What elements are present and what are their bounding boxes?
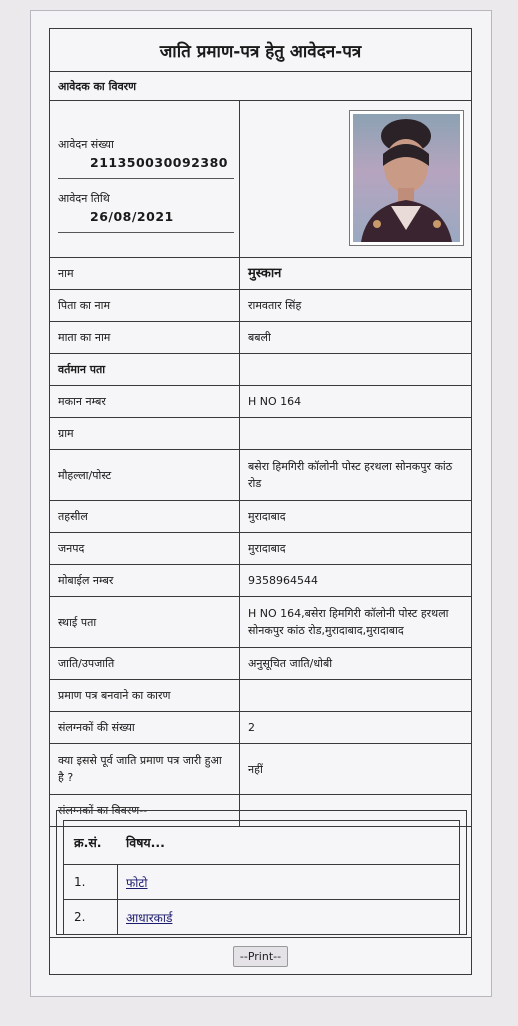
row-label: क्या इससे पूर्व जाति प्रमाण पत्र जारी हुआ है ?	[50, 744, 240, 794]
col-serial-number: क्र.सं.	[74, 835, 102, 850]
details-table	[50, 258, 471, 827]
attachment-link-aadhaar[interactable]: आधारकार्ड	[126, 910, 173, 925]
page-sheet	[30, 10, 492, 997]
mobile-number: 9358964544	[248, 574, 318, 587]
attachments-table	[63, 820, 460, 935]
row-label: नाम	[50, 258, 240, 289]
district: मुरादाबाद	[248, 542, 286, 555]
row-reason	[50, 680, 471, 712]
attachment-sno: 2.	[64, 900, 118, 934]
house-number: H NO 164	[248, 395, 302, 408]
attachment-sno: 1.	[64, 865, 118, 899]
row-label: पिता का नाम	[50, 290, 240, 321]
print-button[interactable]: --Print--	[233, 946, 288, 967]
row-label: वर्तमान पता	[50, 354, 240, 385]
row-label: ग्राम	[50, 418, 240, 449]
tehsil: मुरादाबाद	[248, 510, 286, 523]
row-label: स्थाई पता	[50, 597, 240, 647]
form-title: जाति प्रमाण-पत्र हेतु आवेदन-पत्र	[50, 29, 471, 72]
row-attachment-count	[50, 712, 471, 744]
section-applicant-details: आवेदक का विवरण	[50, 72, 471, 101]
row-house-number	[50, 386, 471, 418]
row-current-address	[50, 354, 471, 386]
previous-certificate: नहीं	[248, 762, 263, 776]
row-label: मकान नम्बर	[50, 386, 240, 417]
applicant-name: मुस्कान	[248, 266, 282, 281]
current-address-value	[240, 354, 471, 385]
divider	[58, 232, 234, 233]
application-number-label: आवेदन संख्या	[58, 138, 114, 151]
divider	[58, 178, 234, 179]
attachment-row	[64, 865, 459, 900]
row-locality-post	[50, 450, 471, 501]
row-label: जनपद	[50, 533, 240, 564]
row-district	[50, 533, 471, 565]
reason	[240, 680, 471, 711]
application-number: 211350030092380	[90, 155, 228, 170]
attachment-count: 2	[248, 721, 255, 734]
applicant-photo	[349, 110, 464, 246]
row-mother-name	[50, 322, 471, 354]
application-date-label: आवेदन तिथि	[58, 192, 110, 205]
application-date: 26/08/2021	[90, 209, 174, 224]
father-name: रामवतार सिंह	[248, 299, 302, 312]
row-label: मौहल्ला/पोस्ट	[50, 450, 240, 500]
row-tehsil	[50, 501, 471, 533]
village	[240, 418, 471, 449]
attachments-header	[64, 821, 459, 865]
photo-cell	[240, 101, 471, 257]
attachment-row	[64, 900, 459, 934]
application-meta	[50, 101, 240, 257]
row-label: संलग्नकों की संख्या	[50, 712, 240, 743]
row-mobile	[50, 565, 471, 597]
row-caste	[50, 648, 471, 680]
row-name	[50, 258, 471, 290]
row-label: संलग्नकों का विवरण--	[50, 795, 240, 826]
row-village	[50, 418, 471, 450]
row-label: प्रमाण पत्र बनवाने का कारण	[50, 680, 240, 711]
locality-post: बसेरा हिमगिरी कॉलोनी पोस्ट हरथला सोनकपुर कांठ रोड	[248, 460, 453, 490]
caste: अनुसूचित जाति/धोबी	[248, 657, 333, 670]
mother-name: बबली	[248, 331, 271, 344]
application-form	[49, 28, 472, 975]
col-subject: विषय...	[126, 835, 165, 850]
attachment-link-photo[interactable]: फोटो	[126, 875, 148, 890]
row-label: जाति/उपजाति	[50, 648, 240, 679]
row-previous-certificate	[50, 744, 471, 795]
application-info-block	[50, 101, 471, 258]
permanent-address: H NO 164,बसेरा हिमगिरी कॉलोनी पोस्ट हरथला सोनकपुर कांठ रोड,मुरादाबाद,मुरादाबाद	[248, 607, 449, 637]
row-label: तहसील	[50, 501, 240, 532]
row-label: माता का नाम	[50, 322, 240, 353]
row-label: मोबाईल नम्बर	[50, 565, 240, 596]
row-father-name	[50, 290, 471, 322]
row-permanent-address	[50, 597, 471, 648]
print-row	[50, 937, 471, 974]
attachments-box	[56, 810, 467, 935]
